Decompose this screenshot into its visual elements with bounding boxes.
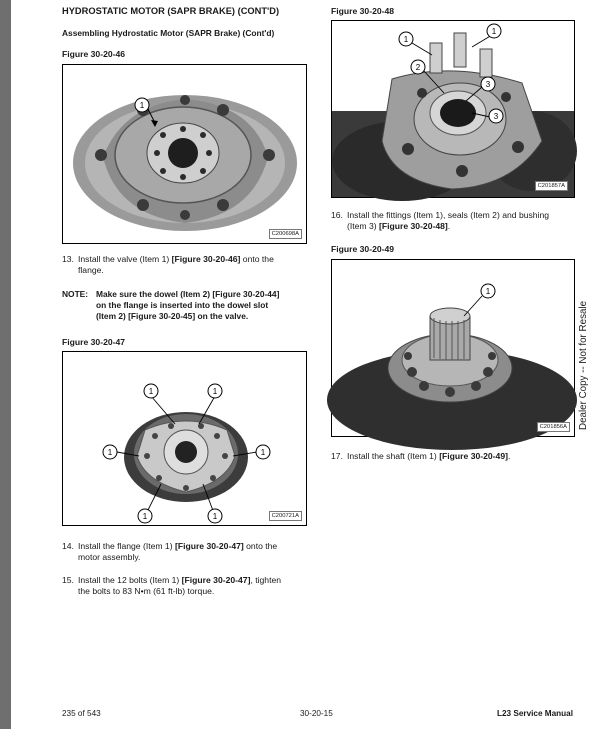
flange-image bbox=[63, 352, 306, 525]
callout-1: 1 bbox=[139, 101, 145, 110]
step-14: 14. Install the flange (Item 1) [Figure 30-20-47] onto the motor assembly. bbox=[62, 541, 278, 562]
figure-code-49: C201856A bbox=[537, 422, 570, 432]
step-17: 17. Install the shaft (Item 1) [Figure 30-20-49]. bbox=[331, 451, 511, 461]
fittings-image bbox=[332, 21, 574, 197]
callout-1a: 1 bbox=[148, 387, 154, 396]
callout-1-left: 1 bbox=[403, 35, 409, 44]
callout-1-right: 1 bbox=[491, 27, 497, 36]
figure-30-20-48 bbox=[331, 20, 575, 198]
figure-30-20-46 bbox=[62, 64, 307, 244]
subsection-title: Assembling Hydrostatic Motor (SAPR Brake) (Cont'd) bbox=[62, 28, 275, 38]
step-15: 15. Install the 12 bolts (Item 1) [Figure 30-20-47], tighten the bolts to 83 N•m (61 ft-lb) torque. bbox=[62, 575, 282, 596]
figure-code-47: C200721A bbox=[269, 511, 302, 521]
figure-label-49: Figure 30-20-49 bbox=[331, 244, 395, 254]
footer-page-number: 30-20-15 bbox=[300, 709, 333, 718]
shaft-image bbox=[332, 260, 574, 436]
figure-code-48: C201857A bbox=[535, 181, 568, 191]
step-16: 16. Install the fittings (Item 1), seals (Item 2) and bushing (Item 3) [Figure 30-20-48]. bbox=[331, 210, 550, 231]
callout-1: 1 bbox=[485, 287, 491, 296]
callout-1c: 1 bbox=[107, 448, 113, 457]
figure-label-46: Figure 30-20-46 bbox=[62, 49, 126, 59]
callout-1b: 1 bbox=[212, 387, 218, 396]
callout-1f: 1 bbox=[212, 512, 218, 521]
footer-page-count: 235 of 543 bbox=[62, 709, 101, 718]
callout-1e: 1 bbox=[142, 512, 148, 521]
note-block: NOTE: Make sure the dowel (Item 2) [Figure 30-20-44] on the flange is inserted into the dowel slot (Item 2) [Figure 30-20-45] on the valve. bbox=[62, 289, 280, 321]
page-edge-bar bbox=[0, 0, 11, 729]
figure-code-46: C200698A bbox=[269, 229, 302, 239]
section-title: HYDROSTATIC MOTOR (SAPR BRAKE) (CONT'D) bbox=[62, 6, 280, 16]
figure-label-47: Figure 30-20-47 bbox=[62, 337, 126, 347]
figure-30-20-47 bbox=[62, 351, 307, 526]
figure-label-48: Figure 30-20-48 bbox=[331, 6, 395, 16]
dealer-copy-watermark: Dealer Copy -- Not for Resale bbox=[578, 300, 589, 430]
figure-30-20-49 bbox=[331, 259, 575, 437]
callout-1d: 1 bbox=[260, 448, 266, 457]
footer-manual-title: L23 Service Manual bbox=[497, 709, 573, 718]
callout-3a: 3 bbox=[485, 80, 491, 89]
step-13: 13. Install the valve (Item 1) [Figure 30-20-46] onto the flange. bbox=[62, 254, 274, 275]
valve-image bbox=[63, 65, 306, 243]
callout-2: 2 bbox=[415, 63, 421, 72]
callout-3b: 3 bbox=[493, 112, 499, 121]
